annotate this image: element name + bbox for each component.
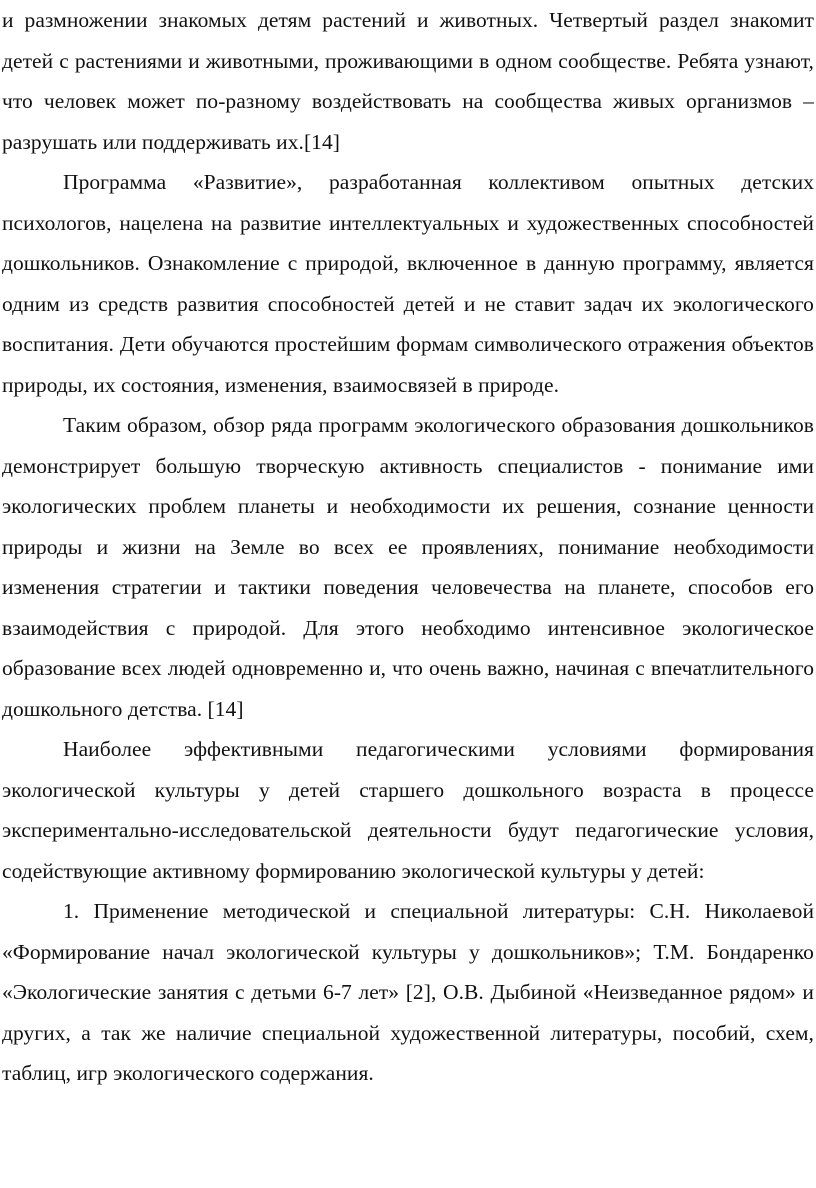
paragraph-condition-1-literature: 1. Применение методической и специальной литературы: С.Н. Николаевой «Формирование начал экологической культуры у дошкольников»; Т.М. Бондаренко «Экологические занятия с детьми 6-7 лет» [2], О.В. Дыбиной «Неизведанное рядом» и других, а так же наличие специальной художественной литературы, пособий, схем, таблиц, игр экологического содержания.	[2, 899, 814, 1085]
paragraph-review-summary: Таким образом, обзор ряда программ экологического образования дошкольников демонстрирует большую творческую активность специалистов - понимание ими экологических проблем планеты и необходимости их решения, сознание ценности природы и жизни на Земле во всех ее проявлениях, понимание необходимости изменения стратегии и тактики поведения человечества на планете, способов его взаимодействия с природой. Для этого необходимо интенсивное экологическое образование всех людей одновременно и, что очень важно, начиная с впечатлительного дошкольного детства. [14]	[2, 413, 814, 721]
paragraph-pedagogical-conditions: Наиболее эффективными педагогическими условиями формирования экологической культуры у детей старшего дошкольного возраста в процессе экспериментально-исследовательской деятельности будут педагогические условия, содействующие активному формированию экологической культуры у детей:	[2, 737, 814, 883]
paragraph-program-development: Программа «Развитие», разработанная коллективом опытных детских психологов, нацелена на развитие интеллектуальных и художественных способностей дошкольников. Ознакомление с природой, включенное в данную программу, является одним из средств развития способностей детей и не ставит задач их экологического воспитания. Дети обучаются простейшим формам символического отражения объектов природы, их состояния, изменения, взаимосвязей в природе.	[2, 170, 814, 397]
paragraph-continuation: и размножении знакомых детям растений и животных. Четвертый раздел знакомит детей с растениями и животными, проживающими в одном сообществе. Ребята узнают, что человек может по-разному воздействовать на сообщества живых организмов – разрушать или поддерживать их.[14]	[2, 8, 814, 154]
